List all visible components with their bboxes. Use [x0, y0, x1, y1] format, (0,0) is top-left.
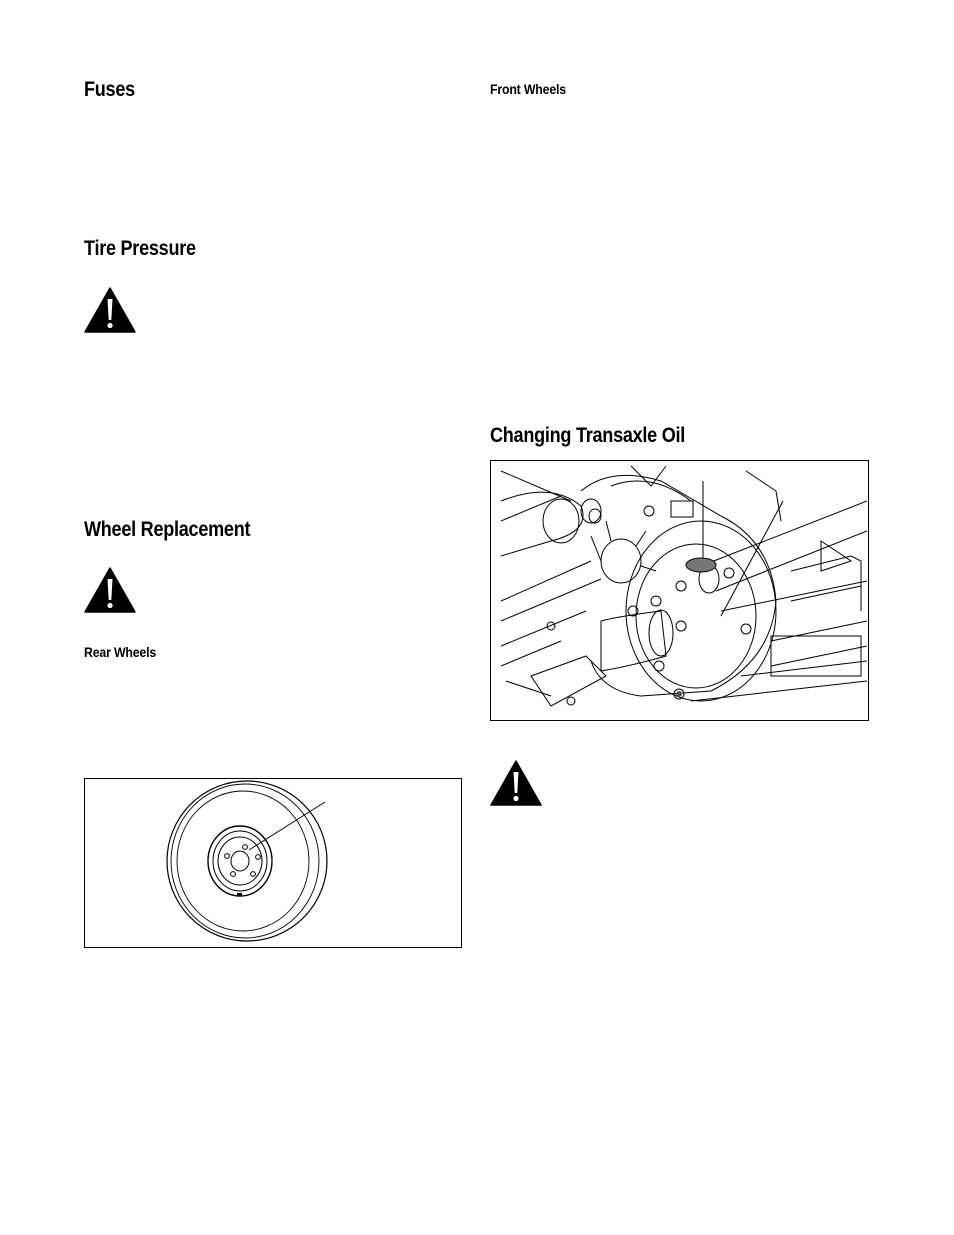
- wheel-figure: [84, 778, 462, 948]
- warning-triangle-icon: [490, 760, 542, 806]
- tire-pressure-heading: Tire Pressure: [84, 237, 196, 260]
- front-wheels-subheading: Front Wheels: [490, 81, 566, 97]
- changing-transaxle-oil-heading: Changing Transaxle Oil: [490, 424, 686, 447]
- wheel-illustration: [85, 779, 460, 946]
- wheel-replacement-heading: Wheel Replacement: [84, 518, 251, 541]
- fuses-heading: Fuses: [84, 78, 135, 101]
- warning-triangle-icon: [84, 287, 136, 333]
- transaxle-figure: [490, 460, 869, 721]
- transaxle-illustration: [491, 461, 867, 719]
- warning-triangle-icon: [84, 567, 136, 613]
- rear-wheels-subheading: Rear Wheels: [84, 644, 157, 660]
